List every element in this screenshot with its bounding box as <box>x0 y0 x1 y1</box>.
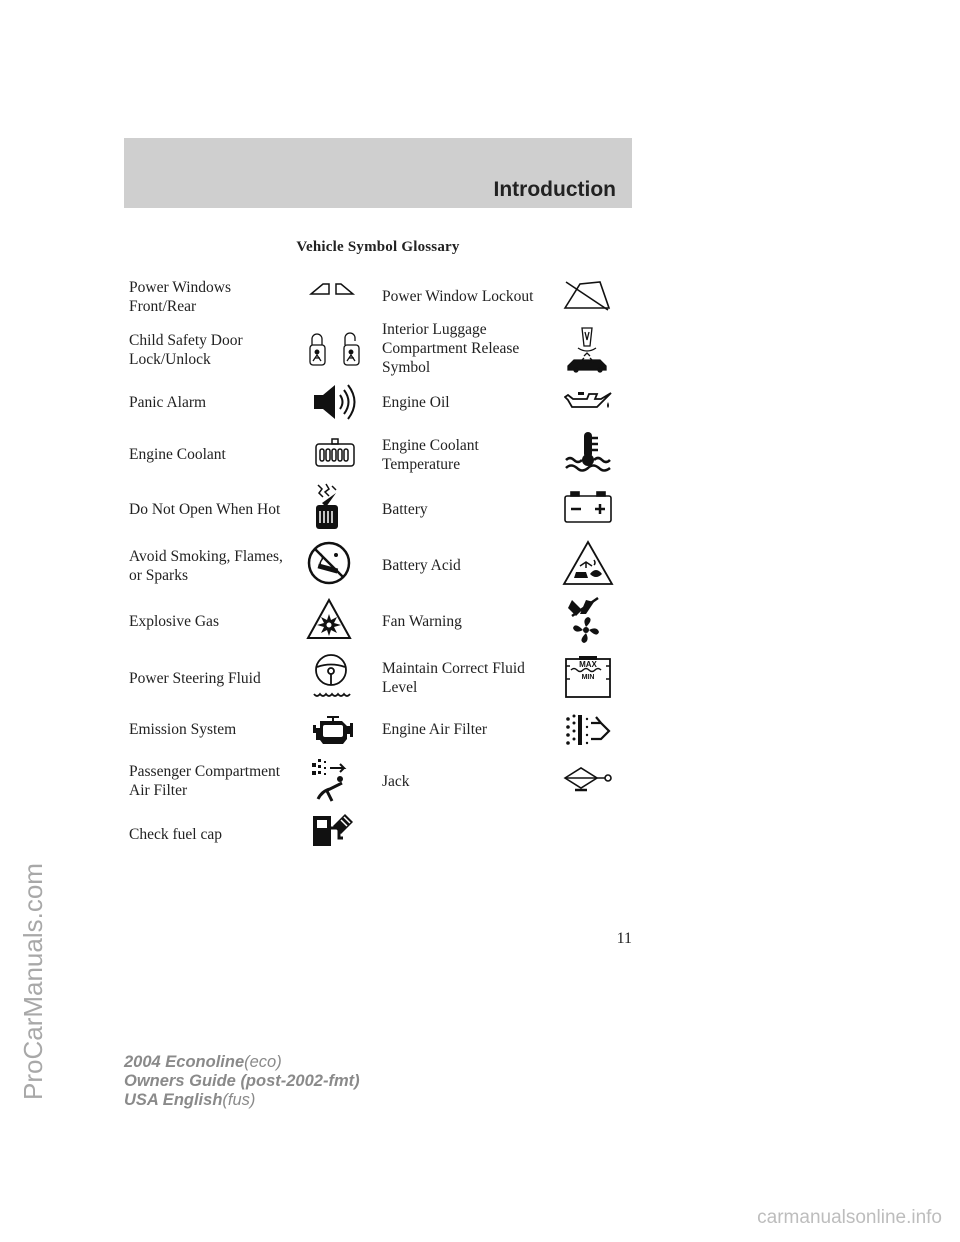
trunk-release-icon <box>566 326 610 374</box>
document-footer <box>124 1053 360 1110</box>
fuel-cap-icon <box>311 812 359 852</box>
glossary-label: Child Safety Door Lock/Unlock <box>129 332 243 368</box>
footer-model-code: (eco) <box>244 1053 282 1071</box>
jack-icon <box>561 766 615 792</box>
steering-wheel-icon <box>311 652 351 700</box>
footer-model: 2004 Econoline <box>124 1053 245 1071</box>
footer-guide: Owners Guide (post-2002-fmt) <box>124 1072 360 1090</box>
glossary-title: Vehicle Symbol Glossary <box>296 239 460 255</box>
glossary-label: Battery Acid <box>382 557 461 574</box>
glossary-label: Do Not Open When Hot <box>129 501 281 518</box>
engine-icon <box>311 714 355 746</box>
power-windows-icon <box>309 282 359 296</box>
glossary-label: Passenger Compartment Air Filter <box>129 763 281 799</box>
glossary-label: Battery <box>382 501 428 518</box>
fluid-level-icon <box>563 654 613 700</box>
header-band <box>124 138 632 208</box>
acid-triangle-icon <box>562 540 614 586</box>
fan-warning-icon <box>566 596 606 644</box>
speaker-icon <box>311 381 357 423</box>
section-title: Introduction <box>493 178 616 201</box>
fluid-level-min-text: MIN <box>581 674 595 681</box>
explosion-triangle-icon <box>306 598 352 640</box>
watermark-left: ProCarManuals.com <box>18 863 48 1100</box>
glossary-label: Explosive Gas <box>129 613 219 630</box>
radiator-icon <box>313 437 357 469</box>
passenger-air-filter-icon <box>310 757 356 803</box>
glossary-label: Power Window Lockout <box>382 288 534 305</box>
window-lockout-icon <box>562 278 612 312</box>
battery-icon <box>563 490 613 524</box>
watermark-bottom: carmanualsonline.info <box>757 1207 942 1228</box>
glossary-label: Interior Luggage Compartment Release Symbol <box>382 321 520 376</box>
glossary-label: Engine Coolant Temperature <box>382 437 479 473</box>
glossary-label: Power Steering Fluid <box>129 670 261 687</box>
glossary-label: Check fuel cap <box>129 826 222 843</box>
glossary-label: Maintain Correct Fluid Level <box>382 660 525 696</box>
oil-can-icon <box>564 388 614 414</box>
footer-language-code: (fus) <box>222 1091 256 1109</box>
footer-language: USA English <box>124 1091 223 1109</box>
glossary-label: Jack <box>382 773 410 790</box>
thermometer-waves-icon <box>564 430 612 474</box>
glossary-label: Power Windows Front/Rear <box>129 279 231 315</box>
glossary-label: Fan Warning <box>382 613 462 630</box>
page-number: 11 <box>616 930 632 947</box>
hot-radiator-cap-icon <box>312 483 342 531</box>
glossary-label: Engine Air Filter <box>382 721 488 738</box>
glossary-label: Engine Coolant <box>129 446 226 463</box>
fluid-level-max-text: MAX <box>579 660 597 669</box>
engine-air-filter-icon <box>565 713 611 747</box>
no-smoking-icon <box>306 540 352 586</box>
glossary-label: Emission System <box>129 721 237 738</box>
glossary-label: Avoid Smoking, Flames, or Sparks <box>129 548 283 584</box>
glossary-label: Panic Alarm <box>129 394 207 411</box>
glossary-label: Engine Oil <box>382 394 450 411</box>
child-lock-icon <box>307 331 363 367</box>
